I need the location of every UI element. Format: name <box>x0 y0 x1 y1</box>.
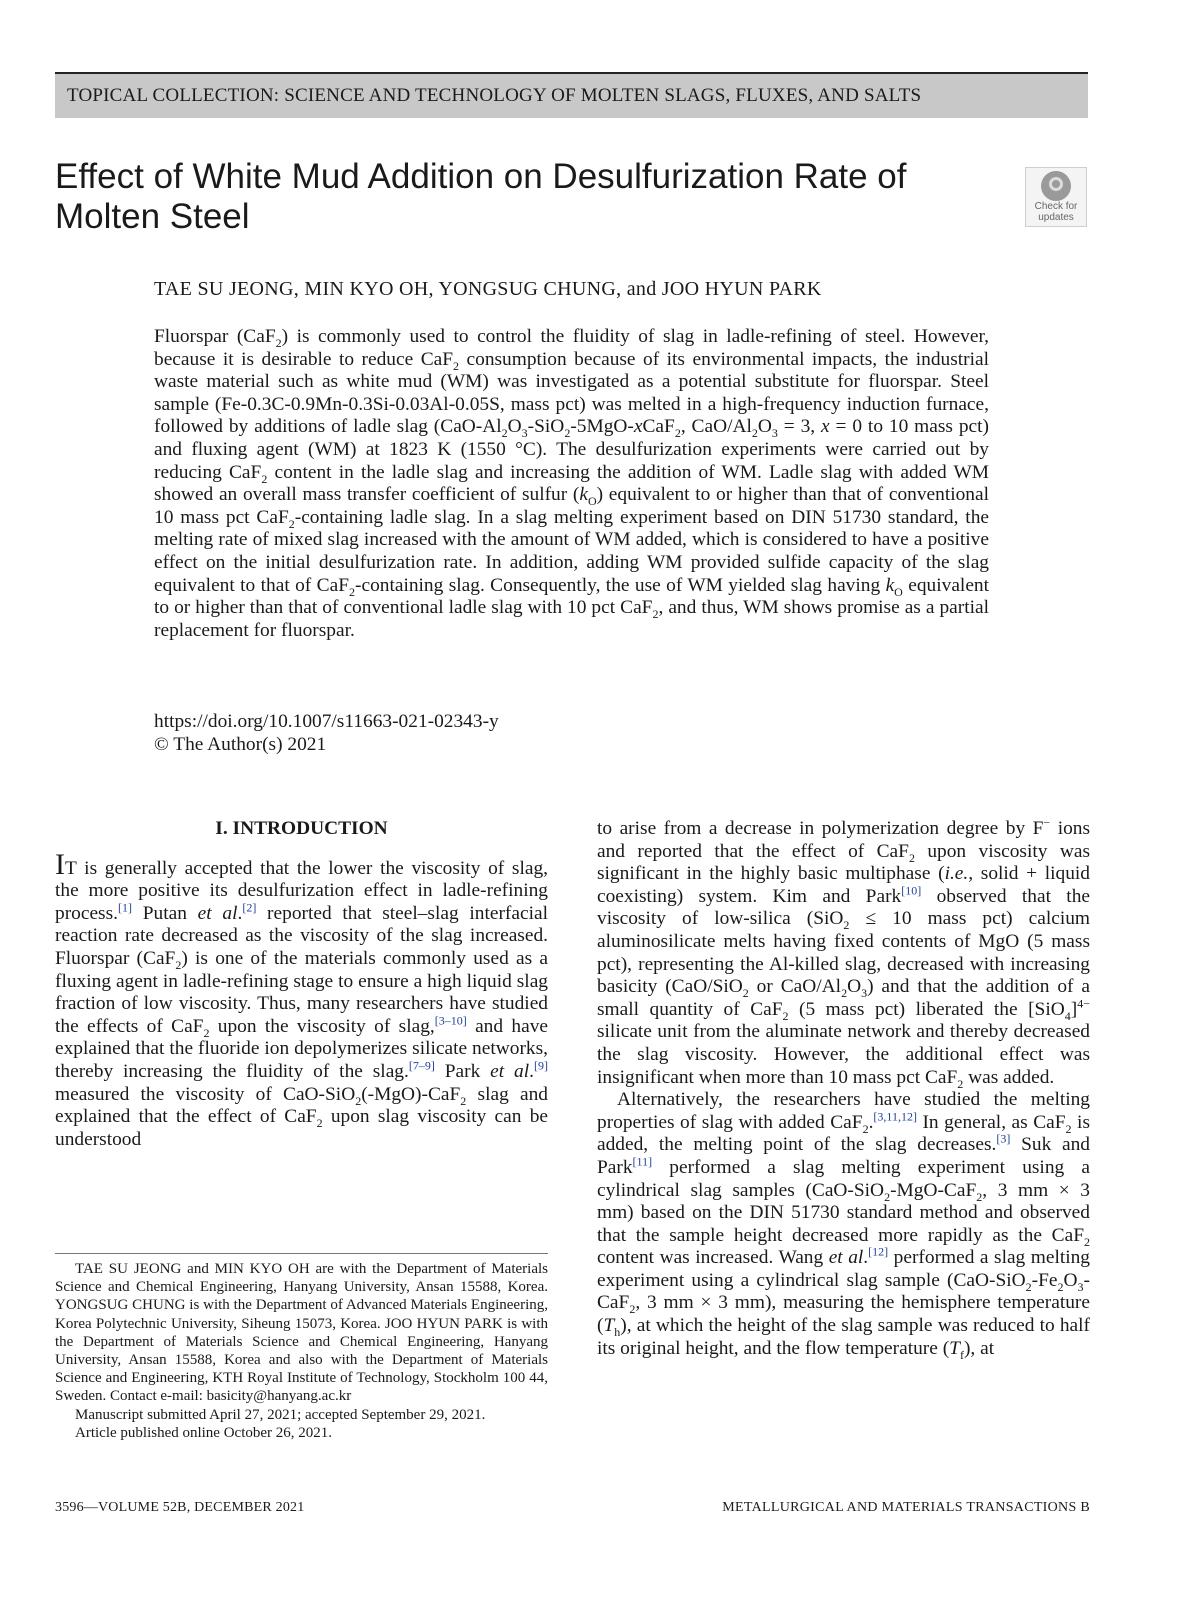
article-title: Effect of White Mud Addition on Desulfurization Rate of Molten Steel <box>55 157 907 236</box>
left-column <box>55 818 548 1151</box>
check-updates-line2: updates <box>1038 212 1074 223</box>
citation-link[interactable]: [11] <box>632 1154 653 1169</box>
drop-cap: I <box>55 847 65 881</box>
section-heading: I. INTRODUCTION <box>215 818 388 839</box>
page-footer-journal: METALLURGICAL AND MATERIALS TRANSACTIONS B <box>722 1500 1090 1515</box>
affiliation-note: TAE SU JEONG and MIN KYO OH are with the Department of Materials Science and Chemical Engineering, Hanyang University, Ansan 15588, Korea. YONGSUG CHUNG is with the Department of Advanced Materials Engineering, Korea Polytechnic University, Siheung 15073, Korea. JOO HYUN PARK is with the Department of Materials Science and Chemical Engineering, Hanyang University, Ansan 15588, Korea and also with the Department of Materials Science and Engineering, KTH Royal Institute of Technology, Stockholm 100 44, Sweden. Contact e-mail: basicity@hanyang.ac.kr <box>55 1261 548 1405</box>
author-footnote <box>55 1260 548 1442</box>
citation-link[interactable]: [3–10] <box>434 1013 467 1028</box>
publication-date: Article published online October 26, 2021. <box>75 1424 333 1441</box>
citation-link[interactable]: [7–9] <box>408 1058 435 1073</box>
page-footer-volume: 3596—VOLUME 52B, DECEMBER 2021 <box>55 1500 305 1515</box>
intro-paragraph-1: IT is generally accepted that the lower the viscosity of slag, the more positive its desulfurization effect in ladle-refining process.[1] Putan et al.[2] reported that steel–slag interfacial reaction rate decreased as the viscosity of the slag increased. Fluorspar (CaF$_2$) is one of the materials commonly used as a fluxing agent in ladle-refining stage to ensure a high liquid slag fraction of low viscosity. Thus, many researchers have studied the effects of CaF$_2$ upon the viscosity of slag,[3–10] and have explained that the fluoride ion depolymerizes silicate networks, thereby increasing the fluidity of the slag.[7–9] Park et al.[9] measured the viscosity of CaO-SiO$_2$(-MgO)-CaF$_2$ slag and explained that the effect of CaF$_2$ upon slag viscosity can be understood <box>55 847 548 1150</box>
check-for-updates-button[interactable] <box>1025 167 1087 227</box>
author-list: TAE SU JEONG, MIN KYO OH, YONGSUG CHUNG, and JOO HYUN PARK <box>154 278 822 300</box>
manuscript-dates: Manuscript submitted April 27, 2021; accepted September 29, 2021. <box>75 1406 486 1423</box>
citation-link[interactable]: [10] <box>901 883 922 898</box>
citation-link[interactable]: [12] <box>868 1244 889 1259</box>
copyright-notice: © The Author(s) 2021 <box>154 734 327 755</box>
footnote-divider <box>55 1253 548 1254</box>
banner-text: TOPICAL COLLECTION: SCIENCE AND TECHNOLOGY OF MOLTEN SLAGS, FLUXES, AND SALTS <box>67 85 922 106</box>
check-updates-line1: Check for <box>1034 201 1078 212</box>
citation-link[interactable]: [3,11,12] <box>873 1109 917 1124</box>
check-updates-icon <box>1041 171 1071 201</box>
citation-link[interactable]: [2] <box>242 900 257 915</box>
topical-collection-banner <box>55 72 1088 118</box>
citation-link[interactable]: [3] <box>996 1131 1011 1146</box>
citation-link[interactable]: [1] <box>118 900 133 915</box>
abstract: Fluorspar (CaF$_2$) is commonly used to control the fluidity of slag in ladle-refining of steel. However, because it is desirable to reduce CaF$_2$ consumption because of its environmental impacts, the industrial waste material such as white mud (WM) was investigated as a potential substitute for fluorspar. Steel sample (Fe-0.3C-0.9Mn-0.3Si-0.03Al-0.05S, mass pct) was melted in a high-frequency induction furnace, followed by additions of ladle slag ($CaO-Al_2O_3-SiO_2-5MgO-xCaF_2$, CaO/$Al_2O_3 = 3$, x = 0 to 10 mass pct) and fluxing agent (WM) at 1823 K (1550 °C). The desulfurization experiments were carried out by reducing CaF$_2$ content in the ladle slag and increasing the addition of WM. Ladle slag with added WM showed an overall mass transfer coefficient of sulfur $(k_O)$ equivalent to or higher than that of conventional 10 mass pct CaF$_2$-containing ladle slag. In a slag melting experiment based on DIN 51730 standard, the melting rate of mixed slag increased with the amount of WM added, which is considered to have a positive effect on the initial desulfurization rate. In addition, adding WM provided sulfide capacity of the slag equivalent to that of CaF$_2$-containing slag. Consequently, the use of WM yielded slag having $k_O$ equivalent to or higher than that of conventional ladle slag with 10 pct CaF$_2$, and thus, WM shows promise as a partial replacement for fluorspar. <box>154 326 990 641</box>
article-metadata <box>154 710 499 756</box>
intro-paragraph-2: Alternatively, the researchers have studied the melting properties of slag with added CaF$_2$.[3,11,12] In general, as CaF$_2$ is added, the melting point of the slag decreases.[3] Suk and Park[11] performed a slag melting experiment using a cylindrical slag samples (CaO-SiO$_2$-MgO-CaF$_2$, 3 mm × 3 mm) based on the DIN 51730 standard method and observed that the sample height decreased more rapidly as the CaF$_2$ content was increased. Wang et al.[12] performed a slag melting experiment using a cylindrical slag sample ($CaO-SiO_2-Fe_2O_3-CaF_2$, 3 mm × 3 mm), measuring the hemisphere temperature $(T_h)$, at which the height of the slag sample was reduced to half its original height, and the flow temperature $(T_f)$, at <box>597 1089 1091 1362</box>
right-column <box>597 815 1091 1362</box>
citation-link[interactable]: [9] <box>533 1058 548 1073</box>
doi-link[interactable]: https://doi.org/10.1007/s11663-021-02343-y <box>154 711 499 732</box>
intro-paragraph-1-continued: to arise from a decrease in polymerization degree by F− ions and reported that the effect of CaF$_2$ upon viscosity was significant in the highly basic multiphase (i.e., solid + liquid coexisting) system. Kim and Park[10] observed that the viscosity of low-silica (SiO$_2$ ≤ 10 mass pct) calcium aluminosilicate melts having fixed contents of MgO (5 mass pct), representing the Al-killed slag, decreased with increasing basicity (CaO/SiO$_2$ or CaO/$Al_2O_3$) and that the addition of a small quantity of CaF$_2$ (5 mass pct) liberated the $[SiO_4]^{4-}$ silicate unit from the aluminate network and thereby decreased the slag viscosity. However, the additional effect was insignificant when more than 10 mass pct CaF$_2$ was added. <box>597 815 1091 1091</box>
